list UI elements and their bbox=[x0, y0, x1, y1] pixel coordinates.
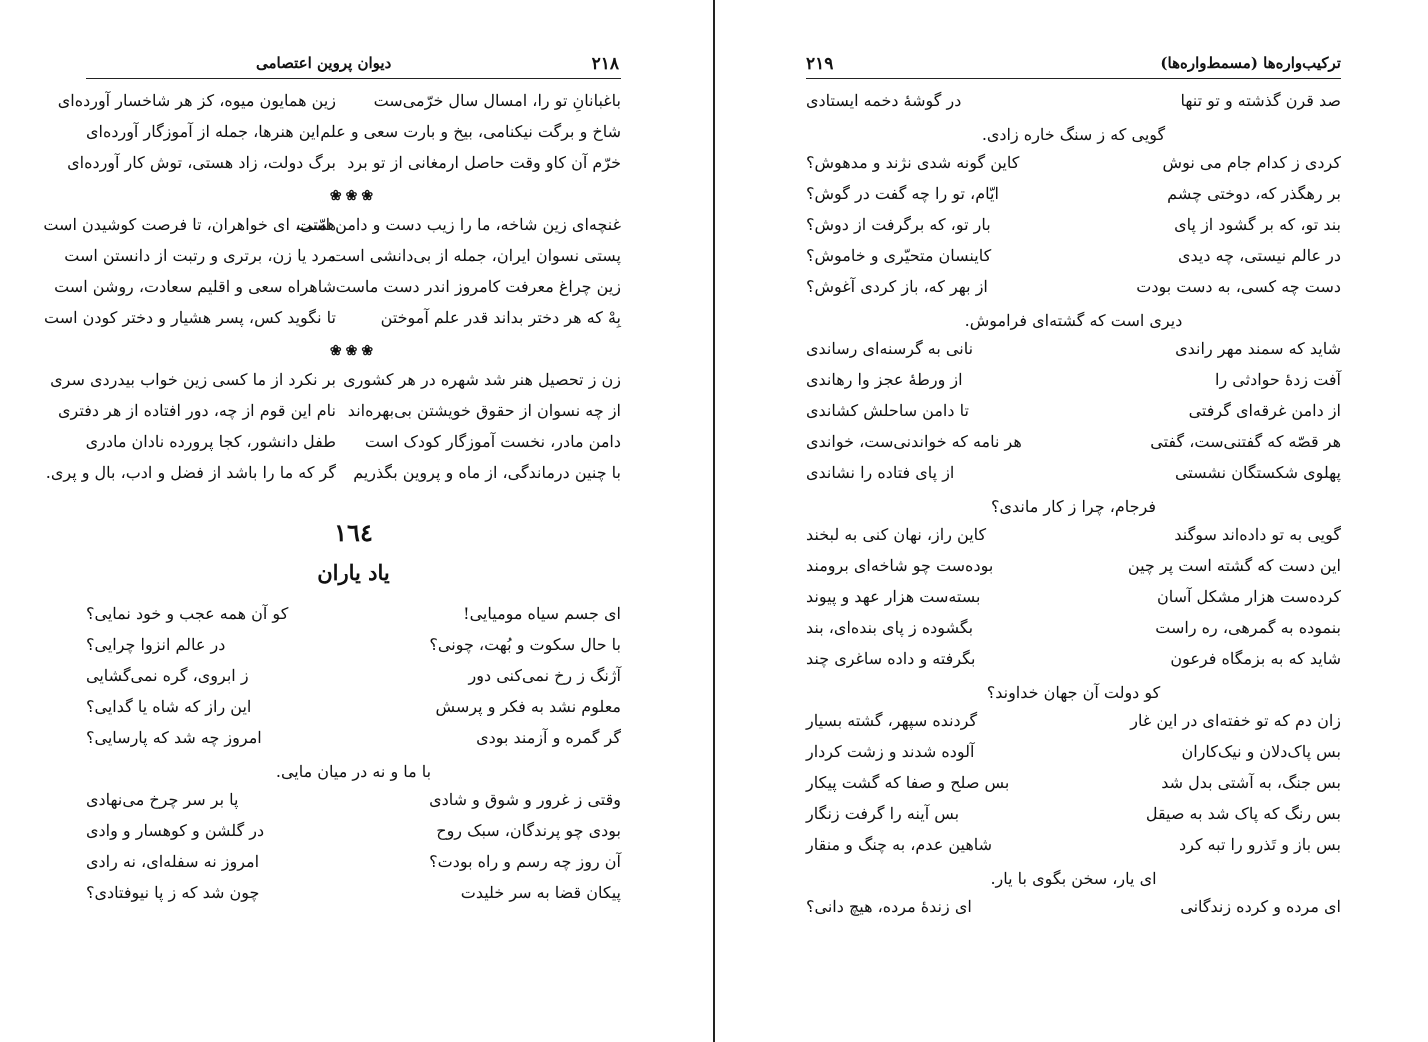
hemistich-second: کاین راز، نهان کنی به لبخند bbox=[806, 525, 987, 544]
hemistich-second: بس آینه را گرفت زنگار bbox=[806, 804, 960, 823]
hemistich-first: آژنگ ز رخ نمی‌کنی دور bbox=[468, 666, 621, 685]
hemistich-first: پیکان قضا به سر خلیدت bbox=[460, 883, 621, 902]
hemistich-first: بس جنگ، به آشتی بدل شد bbox=[1161, 773, 1341, 792]
couplet bbox=[86, 849, 621, 880]
section-separator: ❀❀❀ bbox=[329, 343, 378, 359]
hemistich-first: پهلوی شکستگان نشستی bbox=[1174, 463, 1341, 482]
couplet bbox=[54, 274, 621, 305]
left-page-header bbox=[86, 52, 621, 79]
hemistich-second: بوده‌ست چو شاخه‌ای برومند bbox=[806, 556, 994, 575]
hemistich-first: زین چراغ معرفت کامروز اندر دست ماست bbox=[335, 277, 621, 296]
couplet bbox=[64, 243, 621, 274]
couplet bbox=[806, 615, 1341, 646]
hemistich-second: ایّام، تو را چه گفت در گوش؟ bbox=[806, 184, 999, 203]
hemistich-first: بنموده به گمرهی، ره راست bbox=[1155, 618, 1341, 637]
stanza bbox=[86, 787, 621, 911]
stanza bbox=[43, 212, 621, 336]
couplet bbox=[86, 663, 621, 694]
hemistich-second: کاین گونه شدی نژند و مدهوش؟ bbox=[806, 153, 1020, 172]
couplet bbox=[806, 739, 1341, 770]
couplet bbox=[58, 398, 621, 429]
hemistich-second: این هنرها، جمله از آموزگار آورده‌ای bbox=[86, 122, 320, 141]
couplet bbox=[806, 522, 1341, 553]
couplet bbox=[45, 460, 621, 491]
hemistich-first: خرّم آن کاو وقت حاصل ارمغانی از تو برد bbox=[347, 153, 621, 172]
left-page-body bbox=[43, 79, 621, 911]
hemistich-second: آلوده شدند و زشت کردار bbox=[806, 742, 975, 761]
left-page bbox=[43, 52, 621, 1032]
hemistich-second: کو آن همه عجب و خود نمایی؟ bbox=[86, 604, 289, 623]
hemistich-second: این راز که شاه یا گدایی؟ bbox=[86, 697, 252, 716]
hemistich-first: این دست که گشته است پر چین bbox=[1127, 556, 1341, 575]
couplet bbox=[43, 212, 621, 243]
couplet bbox=[806, 708, 1341, 739]
refrain-line: فرجام، چرا ز کار ماندی؟ bbox=[990, 497, 1157, 516]
hemistich-second: در عالم انزوا چرایی؟ bbox=[86, 635, 226, 654]
hemistich-first: بس پاک‌دلان و نیک‌کاران bbox=[1181, 742, 1341, 761]
couplet bbox=[86, 694, 621, 725]
couplet bbox=[806, 553, 1341, 584]
hemistich-first: بِهْ که هر دختر بداند قدر علم آموختن bbox=[380, 308, 621, 327]
refrain-line: گویی که ز سنگ خاره زادی. bbox=[981, 125, 1166, 144]
running-title: ترکیب‌واره‌ها (مسمط‌واره‌ها) bbox=[1160, 54, 1341, 72]
couplet bbox=[806, 584, 1341, 615]
hemistich-second: نانی به گرسنه‌ای رساندی bbox=[806, 339, 974, 358]
couplet bbox=[86, 601, 621, 632]
hemistich-first: بودی چو پرندگان، سبک روح bbox=[436, 821, 621, 840]
hemistich-first: گویی به تو داده‌اند سوگند bbox=[1174, 525, 1341, 544]
hemistich-second: تا دامن ساحلش کشاندی bbox=[806, 401, 969, 420]
hemistich-first: آفت زدهٔ حوادثی را bbox=[1215, 370, 1341, 389]
refrain-line: با ما و نه در میان مایی. bbox=[275, 762, 432, 781]
couplet bbox=[806, 801, 1341, 832]
hemistich-first: ای جسم سیاه مومیایی! bbox=[463, 604, 621, 623]
hemistich-second: از بهر که، باز کردی آغوش؟ bbox=[806, 277, 988, 296]
hemistich-first: در عالم نیستی، چه دیدی bbox=[1178, 246, 1341, 265]
stanza bbox=[806, 894, 1341, 925]
hemistich-first: کردی ز کدام جام می نوش bbox=[1162, 153, 1341, 172]
hemistich-second: چون شد که ز پا نیوفتادی؟ bbox=[86, 883, 260, 902]
hemistich-first: بر رهگذر که، دوختی چشم bbox=[1167, 184, 1341, 203]
couplet bbox=[806, 646, 1341, 677]
refrain-line: کو دولت آن جهان خداوند؟ bbox=[986, 683, 1161, 702]
stanza bbox=[45, 367, 621, 491]
hemistich-second: بسته‌ست هزار عهد و پیوند bbox=[806, 587, 981, 606]
couplet bbox=[86, 725, 621, 756]
couplet bbox=[67, 150, 621, 181]
hemistich-second: گردنده سپهر، گشته بسیار bbox=[806, 711, 978, 730]
running-title: دیوان پروین اعتصامی bbox=[256, 54, 392, 72]
hemistich-second: بگشوده ز پای بنده‌ای، بند bbox=[806, 618, 974, 637]
section-separator: ❀❀❀ bbox=[329, 188, 378, 204]
page-number: ۲۱۸ bbox=[591, 54, 619, 74]
hemistich-second: تا نگوید کس، پسر هشیار و دختر کودن است bbox=[43, 308, 336, 327]
hemistich-first: با چنین درماندگی، از ماه و پروین بگذریم bbox=[353, 463, 621, 482]
couplet bbox=[50, 367, 621, 398]
couplet bbox=[86, 119, 621, 150]
hemistich-second: امروز چه شد که پارسایی؟ bbox=[86, 728, 262, 747]
hemistich-first: ای مرده و کرده زندگانی bbox=[1180, 897, 1341, 916]
couplet bbox=[806, 274, 1341, 305]
page-gutter bbox=[713, 0, 715, 1042]
right-page-header bbox=[806, 52, 1341, 79]
hemistich-second: بس صلح و صفا که گشت پیکار bbox=[806, 773, 1010, 792]
hemistich-first: از دامن غرقه‌ای گرفتی bbox=[1188, 401, 1341, 420]
hemistich-second: پا بر سر چرخ می‌نهادی bbox=[86, 790, 239, 809]
hemistich-second: گر که ما را باشد از فضل و ادب، بال و پری. bbox=[45, 463, 336, 482]
hemistich-first: با حال سکوت و بُهت، چونی؟ bbox=[429, 635, 621, 654]
hemistich-second: کاینسان متحیّری و خاموش؟ bbox=[806, 246, 992, 265]
couplet bbox=[43, 305, 621, 336]
hemistich-first: کرده‌ست هزار مشکل آسان bbox=[1156, 587, 1341, 606]
hemistich-first: بس باز و تَذرو را تبه کرد bbox=[1178, 835, 1341, 854]
hemistich-first: صد قرن گذشته و تو تنها bbox=[1180, 91, 1341, 110]
hemistich-first: شاید که سمند مهر راندی bbox=[1175, 339, 1341, 358]
hemistich-first: از چه نسوان از حقوق خویشتن بی‌بهره‌اند bbox=[347, 401, 621, 420]
hemistich-second: بگرفته و داده ساغری چند bbox=[806, 649, 976, 668]
couplet bbox=[806, 429, 1341, 460]
hemistich-second: شاهراه سعی و اقلیم سعادت، روشن است bbox=[54, 277, 336, 296]
stanza bbox=[806, 88, 1341, 119]
hemistich-first: آن روز چه رسم و راه بودت؟ bbox=[429, 852, 621, 871]
hemistich-first: بس رنگ که پاک شد به صیقل bbox=[1145, 804, 1341, 823]
couplet bbox=[806, 212, 1341, 243]
couplet bbox=[806, 336, 1341, 367]
hemistich-second: نام این قوم از چه، دور افتاده از هر دفتری bbox=[58, 401, 336, 420]
couplet bbox=[86, 818, 621, 849]
couplet bbox=[86, 429, 621, 460]
right-page-body bbox=[806, 79, 1341, 925]
hemistich-first: غنچه‌ای زین شاخه، ما را زیب دست و دامن است bbox=[296, 215, 621, 234]
stanza bbox=[86, 601, 621, 756]
couplet bbox=[806, 770, 1341, 801]
hemistich-second: بار تو، که برگرفت از دوش؟ bbox=[806, 215, 991, 234]
hemistich-second: ای زندهٔ مرده، هیچ دانی؟ bbox=[806, 897, 972, 916]
couplet bbox=[806, 398, 1341, 429]
hemistich-first: شاید که به بزمگاه فرعون bbox=[1170, 649, 1341, 668]
couplet bbox=[57, 88, 621, 119]
hemistich-first: باغبانانِ تو را، امسال سال خرّمی‌ست bbox=[373, 91, 621, 110]
couplet bbox=[806, 181, 1341, 212]
hemistich-first: زن ز تحصیل هنر شد شهره در هر کشوری bbox=[343, 370, 621, 389]
hemistich-first: معلوم نشد به فکر و پرسش bbox=[435, 697, 621, 716]
stanza bbox=[806, 708, 1341, 863]
hemistich-second: امروز نه سفله‌ای، نه رادی bbox=[86, 852, 260, 871]
hemistich-first: بند تو، که بر گشود از پای bbox=[1174, 215, 1341, 234]
hemistich-second: بر نکرد از ما کسی زین خواب بیدردی سری bbox=[50, 370, 336, 389]
refrain-line: دیری است که گشته‌ای فراموش. bbox=[964, 311, 1183, 330]
hemistich-second: در گلشن و کوهسار و وادی bbox=[86, 821, 265, 840]
hemistich-second: برگ دولت، زاد هستی، توش کار آورده‌ای bbox=[67, 153, 336, 172]
hemistich-first: زان دم که تو خفته‌ای در این غار bbox=[1130, 711, 1341, 730]
hemistich-second: مرد یا زن، برتری و رتبت از دانستن است bbox=[64, 246, 336, 265]
hemistich-second: هر نامه که خواندنی‌ست، خواندی bbox=[806, 432, 1022, 451]
hemistich-second: طفل دانشور، کجا پرورده نادان مادری bbox=[85, 432, 336, 451]
couplet bbox=[806, 832, 1341, 863]
hemistich-first: وقتی ز غرور و شوق و شادی bbox=[429, 790, 621, 809]
hemistich-first: پستی نسوان ایران، جمله از بی‌دانشی است bbox=[331, 246, 621, 265]
refrain-line: ای یار، سخن بگوی با یار. bbox=[990, 869, 1157, 888]
hemistich-second: از ورطهٔ عجز وا رهاندی bbox=[806, 370, 963, 389]
couplet bbox=[806, 894, 1341, 925]
stanza bbox=[806, 522, 1341, 677]
stanza bbox=[806, 336, 1341, 491]
couplet bbox=[806, 367, 1341, 398]
hemistich-second: زین همایون میوه، کز هر شاخسار آورده‌ای bbox=[57, 91, 336, 110]
hemistich-first: هر قصّه که گفتنی‌ست، گفتی bbox=[1150, 432, 1341, 451]
hemistich-second: از پای فتاده را نشاندی bbox=[806, 463, 955, 482]
couplet bbox=[86, 880, 621, 911]
hemistich-second: همّتی، ای خواهران، تا فرصت کوشیدن است bbox=[43, 215, 336, 234]
couplet bbox=[86, 787, 621, 818]
couplet bbox=[806, 243, 1341, 274]
poem-title: یاد یاران bbox=[317, 560, 390, 585]
couplet bbox=[806, 460, 1341, 491]
hemistich-second: ز ابروی، گره نمی‌گشایی bbox=[86, 666, 249, 685]
hemistich-first: شاخ و برگت نیکنامی، بیخ و بارت سعی و علم bbox=[320, 122, 621, 141]
page-number: ۲۱۹ bbox=[806, 54, 834, 74]
hemistich-second: شاهین عدم، به چنگ و منقار bbox=[806, 835, 993, 854]
hemistich-second: در گوشهٔ دخمه ایستادی bbox=[806, 91, 962, 110]
stanza bbox=[806, 150, 1341, 305]
couplet bbox=[806, 150, 1341, 181]
hemistich-first: دست چه کسی، به دست بودت bbox=[1136, 277, 1341, 296]
stanza bbox=[57, 88, 621, 181]
hemistich-first: دامن مادر، نخست آموزگار کودک است bbox=[364, 432, 621, 451]
couplet bbox=[86, 632, 621, 663]
right-page bbox=[806, 52, 1341, 1032]
hemistich-first: گر گمره و آزمند بودی bbox=[476, 728, 621, 747]
couplet bbox=[806, 88, 1341, 119]
poem-number: ١٦٤ bbox=[334, 518, 373, 547]
